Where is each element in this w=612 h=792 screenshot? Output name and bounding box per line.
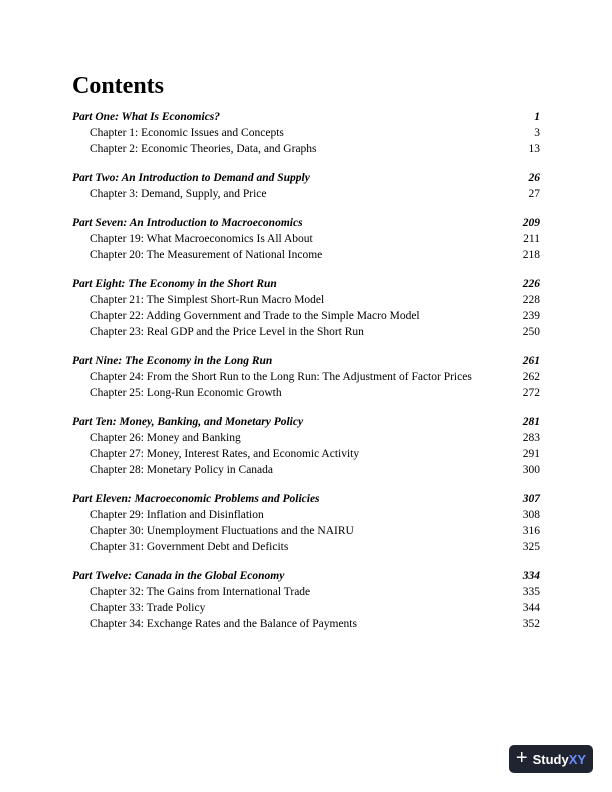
toc-chapter-entry[interactable] (72, 600, 540, 616)
toc-part-entry[interactable] (72, 491, 540, 507)
chapter-title: Chapter 30: Unemployment Fluctuations and the NAIRU (90, 525, 354, 537)
part-title: Part Ten: Money, Banking, and Monetary Policy (72, 416, 304, 428)
toc-chapter-entry[interactable] (72, 523, 540, 539)
chapter-title: Chapter 1: Economic Issues and Concepts (90, 127, 284, 139)
toc-chapter-entry[interactable] (72, 186, 540, 202)
part-page-number: 226 (522, 278, 540, 290)
chapter-title: Chapter 33: Trade Policy (90, 602, 206, 614)
chapter-page-number: 3 (534, 127, 540, 139)
toc-chapter-entry[interactable] (72, 308, 540, 324)
chapter-title: Chapter 27: Money, Interest Rates, and Economic Activity (90, 448, 360, 460)
part-page-number: 26 (528, 172, 540, 184)
chapter-page-number: 262 (522, 371, 540, 383)
toc-chapter-entry[interactable] (72, 292, 540, 308)
toc-part (72, 170, 540, 202)
studyxy-badge[interactable] (509, 745, 593, 773)
chapter-page-number: 27 (528, 188, 540, 200)
chapter-title: Chapter 32: The Gains from International Trade (90, 586, 311, 598)
toc-part (72, 276, 540, 340)
part-title: Part Eight: The Economy in the Short Run (72, 278, 277, 290)
part-title: Part Twelve: Canada in the Global Economy (72, 570, 285, 582)
part-page-number: 261 (522, 355, 540, 367)
part-title: Part One: What Is Economics? (72, 111, 221, 123)
toc-part (72, 215, 540, 263)
toc-chapter-entry[interactable] (72, 430, 540, 446)
toc-chapter-entry[interactable] (72, 446, 540, 462)
chapter-page-number: 344 (522, 602, 540, 614)
toc-part (72, 491, 540, 555)
part-title: Part Seven: An Introduction to Macroeconomics (72, 217, 303, 229)
part-page-number: 334 (522, 570, 540, 582)
badge-brand: StudyXY (532, 751, 587, 767)
chapter-page-number: 352 (522, 618, 540, 630)
toc-part-entry[interactable] (72, 215, 540, 231)
chapter-page-number: 250 (522, 326, 540, 338)
toc-chapter-entry[interactable] (72, 247, 540, 263)
toc-part (72, 109, 540, 157)
plus-icon: + (515, 747, 528, 769)
chapter-page-number: 283 (522, 432, 540, 444)
toc-chapter-entry[interactable] (72, 231, 540, 247)
chapter-page-number: 239 (522, 310, 540, 322)
part-title: Part Two: An Introduction to Demand and Supply (72, 172, 310, 184)
toc-chapter-entry[interactable] (72, 141, 540, 157)
chapter-title: Chapter 25: Long-Run Economic Growth (90, 387, 282, 399)
toc-chapter-entry[interactable] (72, 507, 540, 523)
chapter-page-number: 291 (522, 448, 540, 460)
toc-chapter-entry[interactable] (72, 324, 540, 340)
toc-chapter-entry[interactable] (72, 616, 540, 632)
chapter-title: Chapter 3: Demand, Supply, and Price (90, 188, 267, 200)
toc-part-entry[interactable] (72, 353, 540, 369)
chapter-page-number: 211 (523, 233, 540, 245)
chapter-title: Chapter 23: Real GDP and the Price Level in the Short Run (90, 326, 364, 338)
chapter-title: Chapter 29: Inflation and Disinflation (90, 509, 264, 521)
chapter-title: Chapter 21: The Simplest Short-Run Macro Model (90, 294, 325, 306)
table-of-contents (72, 109, 540, 645)
chapter-title: Chapter 28: Monetary Policy in Canada (90, 464, 274, 476)
chapter-page-number: 228 (522, 294, 540, 306)
part-page-number: 281 (522, 416, 540, 428)
chapter-title: Chapter 2: Economic Theories, Data, and Graphs (90, 143, 317, 155)
chapter-page-number: 13 (528, 143, 540, 155)
chapter-title: Chapter 20: The Measurement of National Income (90, 249, 323, 261)
toc-chapter-entry[interactable] (72, 584, 540, 600)
part-page-number: 1 (534, 111, 540, 123)
part-page-number: 307 (522, 493, 540, 505)
toc-part-entry[interactable] (72, 414, 540, 430)
part-title: Part Nine: The Economy in the Long Run (72, 355, 273, 367)
chapter-title: Chapter 31: Government Debt and Deficits (90, 541, 289, 553)
toc-part-entry[interactable] (72, 170, 540, 186)
chapter-page-number: 272 (522, 387, 540, 399)
chapter-page-number: 316 (522, 525, 540, 537)
toc-part (72, 414, 540, 478)
part-page-number: 209 (522, 217, 540, 229)
chapter-page-number: 218 (522, 249, 540, 261)
chapter-title: Chapter 22: Adding Government and Trade to the Simple Macro Model (90, 310, 420, 322)
page-title: Contents (72, 73, 165, 99)
chapter-page-number: 335 (522, 586, 540, 598)
toc-chapter-entry[interactable] (72, 462, 540, 478)
chapter-title: Chapter 34: Exchange Rates and the Balance of Payments (90, 618, 357, 630)
chapter-page-number: 308 (522, 509, 540, 521)
chapter-title: Chapter 24: From the Short Run to the Long Run: The Adjustment of Factor Prices (90, 371, 472, 383)
toc-part (72, 353, 540, 401)
part-title: Part Eleven: Macroeconomic Problems and Policies (72, 493, 320, 505)
chapter-page-number: 300 (522, 464, 540, 476)
toc-part-entry[interactable] (72, 109, 540, 125)
chapter-page-number: 325 (522, 541, 540, 553)
toc-chapter-entry[interactable] (72, 539, 540, 555)
toc-chapter-entry[interactable] (72, 369, 540, 385)
toc-part (72, 568, 540, 632)
toc-part-entry[interactable] (72, 568, 540, 584)
toc-chapter-entry[interactable] (72, 125, 540, 141)
chapter-title: Chapter 19: What Macroeconomics Is All About (90, 233, 313, 245)
chapter-title: Chapter 26: Money and Banking (90, 432, 241, 444)
toc-chapter-entry[interactable] (72, 385, 540, 401)
toc-part-entry[interactable] (72, 276, 540, 292)
